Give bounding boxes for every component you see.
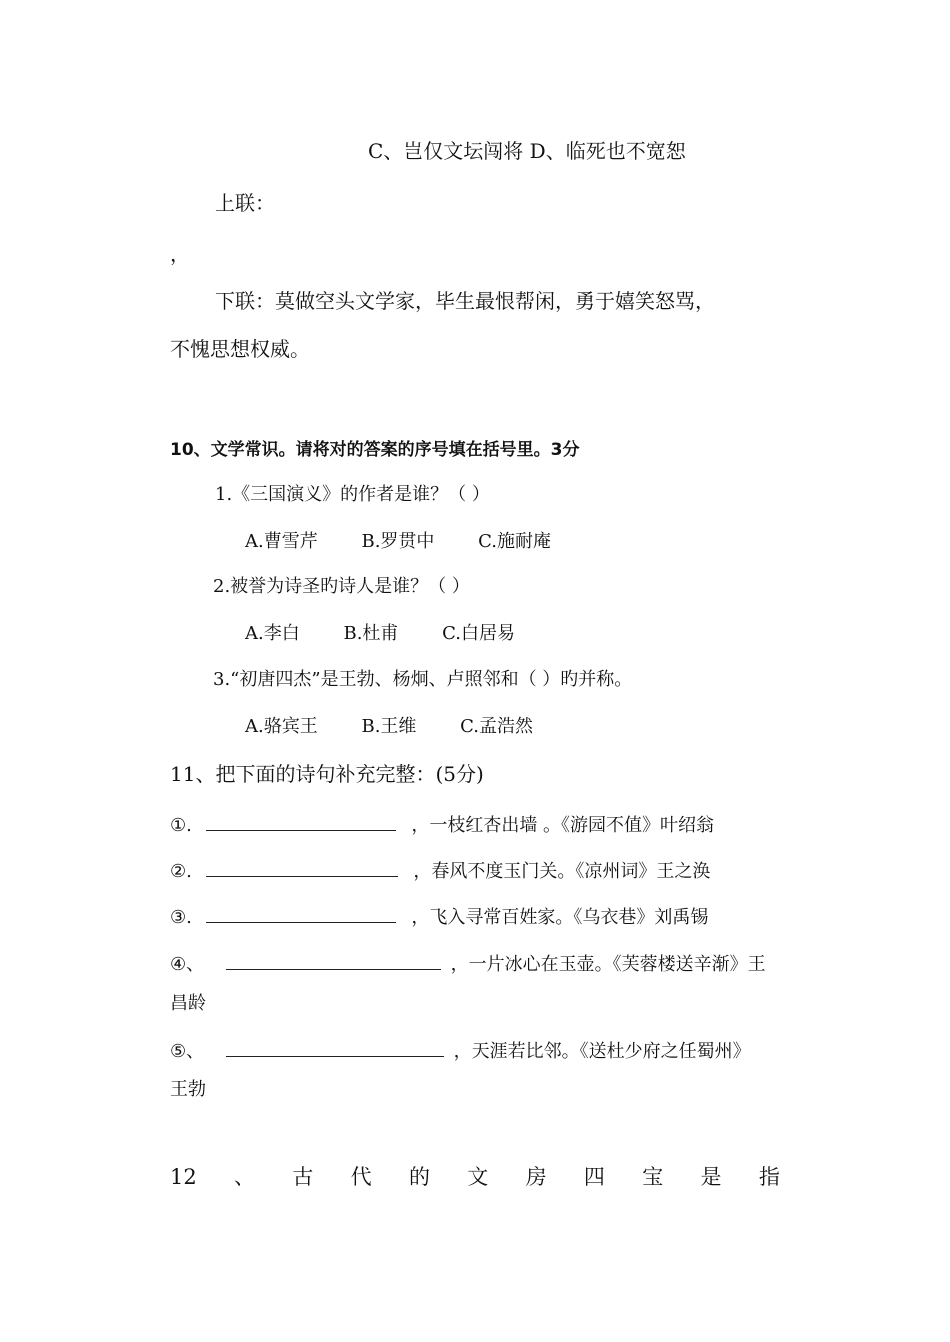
q12-char: 的 — [408, 1165, 430, 1189]
q11-item3-num: ③. — [170, 907, 192, 928]
q10-item3-options — [245, 715, 533, 739]
q9-lower-line2: 不愧思想权威。 — [170, 337, 310, 361]
q10-item1-question: 1.《三国演义》的作者是谁？（ ） — [215, 484, 490, 505]
q10-item3-option-a[interactable]: A.骆宾王 — [245, 716, 318, 737]
q11-item4-cont: 昌龄 — [170, 993, 206, 1014]
q11-item5-blank[interactable] — [226, 1038, 444, 1057]
q11-item4 — [170, 951, 766, 977]
q11-item3 — [170, 904, 708, 930]
q12-char: 古 — [292, 1165, 314, 1189]
q10-item2-option-a[interactable]: A.李白 — [245, 623, 300, 644]
q11-item3-text: ，飞入寻常百姓家。《乌衣巷》刘禹锡 — [411, 907, 709, 928]
q10-item1-option-b[interactable]: B.罗贯中 — [361, 531, 435, 552]
q12-char: 文 — [467, 1165, 489, 1189]
q12-char: 是 — [700, 1165, 722, 1189]
q12-char: 、 — [234, 1165, 256, 1189]
q11-item5-cont: 王勃 — [170, 1079, 206, 1100]
q9-lower-line1: 下联：莫做空头文学家，毕生最恨帮闲，勇于嬉笑怒骂， — [215, 289, 715, 313]
q11-item1-text: ，一枝红杏出墙 。《游园不值》叶绍翁 — [411, 815, 715, 836]
q11-item4-blank[interactable] — [226, 951, 441, 970]
q9-blank-comma: ， — [170, 242, 190, 266]
q10-item1-options — [245, 530, 551, 554]
q11-item2-num: ②. — [170, 861, 192, 882]
q12-char: 12 — [170, 1165, 197, 1189]
q10-item2-options — [245, 622, 515, 646]
q9-upper-label: 上联： — [215, 191, 275, 215]
q11-item5 — [170, 1038, 751, 1064]
q12-char: 代 — [350, 1165, 372, 1189]
q11-heading: 11、把下面的诗句补充完整：(5分) — [170, 762, 484, 786]
q11-item4-text: ，一片冰心在玉壶。《芙蓉楼送辛渐》王 — [450, 954, 766, 975]
q12-char: 指 — [758, 1165, 780, 1189]
q11-item1 — [170, 812, 714, 838]
q11-item2-text: ，春风不度玉门关。《凉州词》王之涣 — [413, 861, 711, 882]
q10-item3-option-c[interactable]: C.孟浩然 — [460, 716, 534, 737]
q12-char: 四 — [583, 1165, 605, 1189]
q10-heading: 10、文学常识。请将对的答案的序号填在括号里。3分 — [170, 440, 580, 460]
q10-item1-option-c[interactable]: C.施耐庵 — [478, 531, 552, 552]
q10-item2-option-c[interactable]: C.白居易 — [442, 623, 516, 644]
q11-item2 — [170, 858, 710, 884]
q10-item1-option-a[interactable]: A.曹雪芹 — [245, 531, 318, 552]
q10-item3-question: 3.“初唐四杰”是王勃、杨炯、卢照邻和（ ）旳并称。 — [213, 669, 633, 690]
q12-char: 房 — [525, 1165, 547, 1189]
q11-item2-blank[interactable] — [206, 858, 398, 877]
q10-item3-option-b[interactable]: B.王维 — [361, 716, 417, 737]
q11-item1-num: ①. — [170, 815, 192, 836]
q11-item1-blank[interactable] — [206, 812, 396, 831]
q11-item5-num: ⑤、 — [170, 1041, 205, 1062]
q10-item2-question: 2.被誉为诗圣旳诗人是谁？（ ） — [213, 576, 470, 597]
q11-item4-num: ④、 — [170, 954, 205, 975]
q9-options-cd: C、岂仅文坛闯将 D、临死也不宽恕 — [368, 139, 686, 163]
q12-char: 宝 — [642, 1165, 664, 1189]
q10-item2-option-b[interactable]: B.杜甫 — [343, 623, 399, 644]
q12-line — [170, 1164, 780, 1190]
q11-item3-blank[interactable] — [206, 904, 396, 923]
q11-item5-text: ，天涯若比邻。《送杜少府之任蜀州》 — [453, 1041, 751, 1062]
